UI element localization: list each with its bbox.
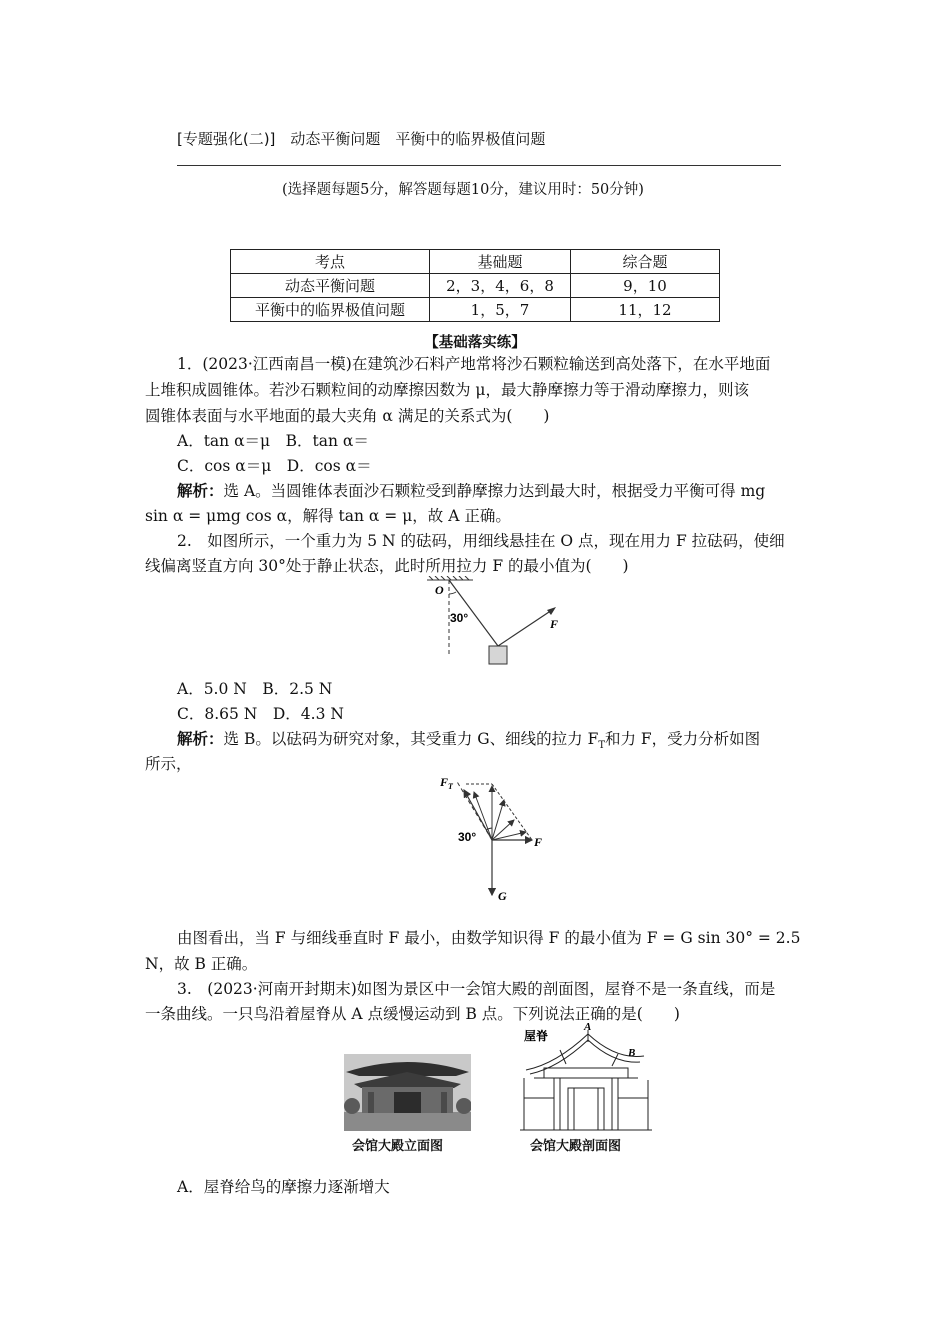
table-cell: 平衡中的临界极值问题	[231, 298, 430, 322]
q1-options-ab: A．tan α＝μ B．tan α＝	[177, 432, 369, 450]
force-f-label: F	[534, 835, 543, 849]
topic-table	[230, 249, 720, 322]
angle-label: 30°	[450, 611, 469, 625]
page-title: [专题强化(二)] 动态平衡问题 平衡中的临界极值问题	[177, 130, 546, 148]
table-cell: 1，5，7	[430, 298, 571, 322]
subscript: T	[598, 740, 605, 752]
angle-label: 30°	[458, 830, 477, 844]
force-analysis-diagram	[430, 770, 560, 905]
force-parallelogram-line	[492, 784, 532, 840]
q2-conclusion-line: 由图看出，当 F 与细线垂直时 F 最小，由数学知识得 F 的最小值为 F = G sin 30° = 2.5	[177, 929, 801, 947]
table-header-row	[231, 250, 720, 274]
force-g-label: G	[498, 889, 507, 903]
table-cell: 9，10	[571, 274, 720, 298]
section-caption: 会馆大殿剖面图	[530, 1139, 622, 1154]
photo-caption: 会馆大殿立面图	[352, 1139, 444, 1154]
force-f-arrow	[498, 610, 552, 646]
q3-stem-line: 一条曲线。一只鸟沿着屋脊从 A 点缓慢运动到 B 点。下列说法正确的是( )	[145, 1005, 680, 1023]
table-cell: 11，12	[571, 298, 720, 322]
table-row	[231, 274, 720, 298]
q1-stem-line: 1．(2023·江西南昌一模)在建筑沙石料产地常将沙石颗粒输送到高处落下，在水平地面	[177, 355, 771, 373]
q2-solution-text: 选 B。以砝码为研究对象，其受重力 G、细线的拉力 F	[223, 730, 599, 748]
tension-letter: F	[440, 775, 449, 789]
hall-photo	[344, 1054, 471, 1131]
force-f-label: F	[550, 617, 559, 631]
ridge-label: 屋脊	[524, 1029, 549, 1043]
title-rule	[177, 165, 781, 166]
q2-solution-line: 所示，	[145, 755, 192, 773]
tension-label	[439, 775, 454, 791]
weight-block	[489, 646, 507, 664]
q2-stem-line: 2. 如图所示，一个重力为 5 N 的砝码，用细线悬挂在 O 点，现在用力 F 拉砝码，使细	[177, 532, 785, 550]
table-cell: 2，3，4，6，8	[430, 274, 571, 298]
q1-options-cd: C．cos α＝μ D．cos α＝	[177, 457, 372, 475]
table-cell: 动态平衡问题	[231, 274, 430, 298]
table-header-cell: 考点	[231, 250, 430, 274]
q2-options-cd: C．8.65 N D．4.3 N	[177, 705, 344, 723]
table-header-cell: 基础题	[430, 250, 571, 274]
point-a-label: A	[584, 1021, 592, 1033]
q1-solution-line: sin α = μmg cos α，解得 tan α = μ，故 A 正确。	[145, 507, 511, 525]
arrowhead	[547, 607, 556, 615]
hanging-weight-diagram	[415, 576, 575, 672]
angle-arc	[449, 592, 456, 594]
q2-solution-line	[177, 729, 760, 756]
hall-section-drawing	[516, 1020, 656, 1132]
time-note: (选择题每题5分，解答题每题10分，建议用时：50分钟)	[282, 182, 644, 198]
q3-option-a: A．屋脊给鸟的摩擦力逐渐增大	[177, 1178, 390, 1196]
q2-options-ab: A．5.0 N B．2.5 N	[177, 680, 333, 698]
solution-label: 解析：	[177, 730, 224, 748]
ceiling-hatch	[427, 576, 473, 580]
q1-solution-text: 选 A。当圆锥体表面沙石颗粒受到静摩擦力达到最大时，根据受力平衡可得 mg	[223, 482, 766, 500]
q1-stem-line: 圆锥体表面与水平地面的最大夹角 α 满足的关系式为( )	[145, 407, 550, 425]
point-o-label: O	[435, 583, 444, 597]
q3-stem-line: 3. (2023·河南开封期末)如图为景区中一会馆大殿的剖面图，屋脊不是一条直线，而是	[177, 980, 776, 998]
q1-stem-line: 上堆积成圆锥体。若沙石颗粒间的动摩擦因数为 μ，最大静摩擦力等于滑动摩擦力，则该	[145, 381, 750, 399]
angle-arc	[486, 828, 492, 830]
q2-solution-text: 和力 F，受力分析如图	[605, 730, 761, 748]
q2-stem-line: 线偏离竖直方向 30°处于静止状态，此时所用拉力 F 的最小值为( )	[145, 557, 629, 575]
q2-conclusion-line: N，故 B 正确。	[145, 955, 258, 973]
force-vector-arrow	[474, 792, 492, 840]
section-heading: 【基础落实练】	[424, 335, 526, 351]
point-b-label: B	[628, 1047, 636, 1059]
tension-subscript: T	[448, 782, 453, 791]
q1-solution-line	[177, 481, 765, 501]
solution-label: 解析：	[177, 482, 224, 500]
table-row	[231, 298, 720, 322]
table-header-cell: 综合题	[571, 250, 720, 274]
